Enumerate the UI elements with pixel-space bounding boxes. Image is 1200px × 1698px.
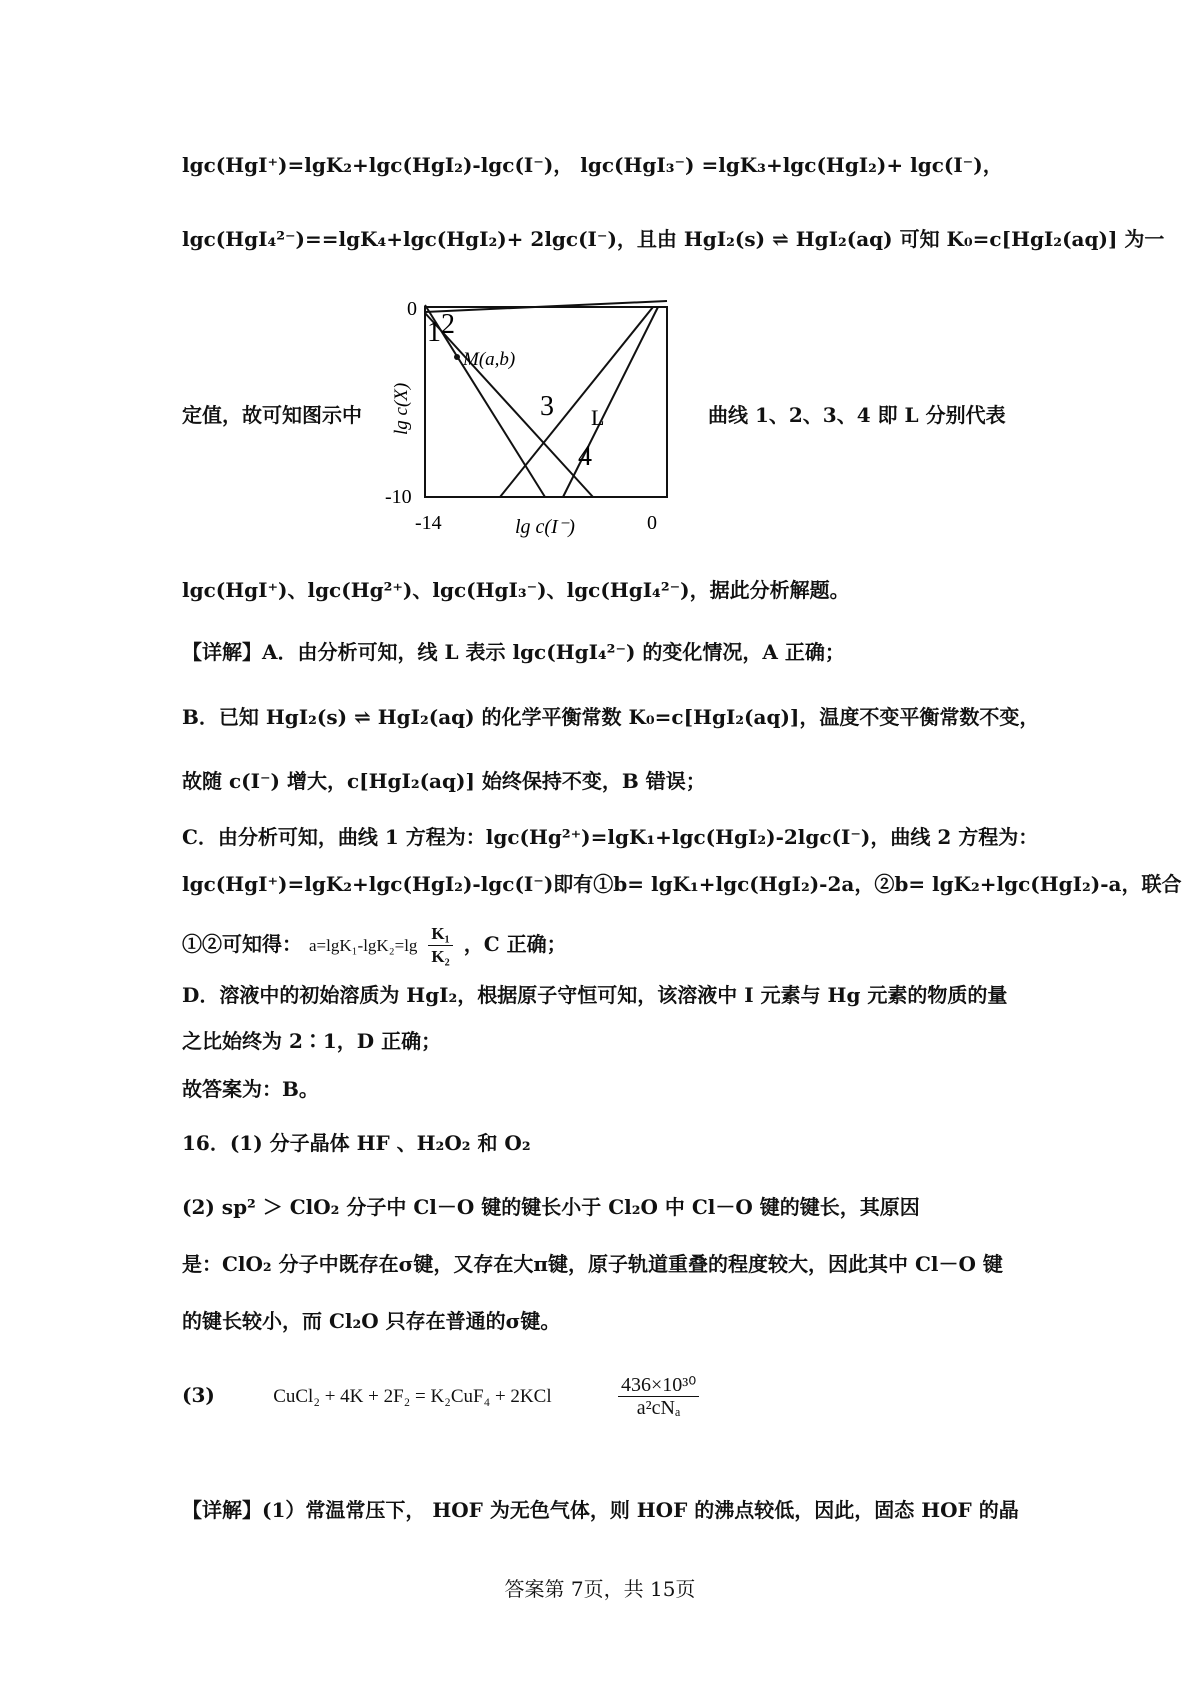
q16-part3-denominator: a²cNₐ [636,1397,681,1419]
q16-part2: (2) sp² ＞ ClO₂ 分子中 Cl－O 键的键长小于 Cl₂O 中 Cl－O 键的键长，其原因 [182,1195,920,1219]
q16-part2b: 是：ClO₂ 分子中既存在σ键，又存在大π键，原子轨道重叠的程度较大，因此其中 Cl－O 键 [182,1252,1003,1276]
answer-line: 故答案为：B。 [182,1077,319,1101]
detail-c3 [182,919,567,971]
c3-numerator: K₁ [428,923,452,946]
q16-part2c: 的键长较小，而 Cl₂O 只存在普通的σ键。 [182,1309,561,1333]
detail-c2: lgc(HgI⁺)=lgK₂+lgc(HgI₂)-lgc(I⁻)即有①b= lgK₁+lgc(HgI₂)-2a，②b= lgK₂+lgc(HgI₂)-a，联合 [182,872,1182,896]
detail-16: 【详解】(1）常温常压下， HOF 为无色气体，则 HOF 的沸点较低，因此，固态 HOF 的晶 [182,1498,1019,1522]
label-curve-l: L [591,405,605,430]
detail-a: 【详解】A．由分析可知，线 L 表示 lgc(HgI₄²⁻) 的变化情况，A 正确； [182,640,845,664]
q16-part3-label: (3) [182,1383,215,1407]
line-4: lgc(HgI⁺)、lgc(Hg²⁺)、lgc(HgI₃⁻)、lgc(HgI₄²⁻)，据此分析解题。 [182,578,850,602]
point-m [454,354,460,360]
label-curve-4: 4 [578,441,592,472]
curve-2 [425,313,593,497]
page-footer: 答案第 7页，共 15页 [504,1577,696,1601]
c3-suffix: ，C 正确； [463,932,567,956]
x-axis-label: lg c(I⁻) [515,516,575,538]
label-point-m: M(a,b) [463,349,516,370]
detail-b1: B．已知 HgI₂(s) ⇌ HgI₂(aq) 的化学平衡常数 K₀=c[HgI₂(aq)]，温度不变平衡常数不变， [182,705,1040,729]
detail-c1: C．由分析可知，曲线 1 方程为：lgc(Hg²⁺)=lgK₁+lgc(HgI₂)-2lgc(I⁻)，曲线 2 方程为： [182,825,1039,849]
q16-part1: 16．(1) 分子晶体 HF 、H₂O₂ 和 O₂ [182,1131,531,1155]
q16-part3-equation: CuCl₂ + 4K + 2F₂ = K₂CuF₄ + 2KCl [273,1386,552,1407]
y-axis-label: lg c(X) [391,382,412,435]
q16-part3-numerator: 436×10³⁰ [618,1374,699,1397]
detail-b2: 故随 c(I⁻) 增大，c[HgI₂(aq)] 始终保持不变，B 错误； [182,769,706,793]
x-tick-right: 0 [647,512,657,534]
detail-d1: D．溶液中的初始溶质为 HgI₂，根据原子守恒可知，该溶液中 I 元素与 Hg 元素的物质的量 [182,983,1008,1007]
line-3-left: 定值，故可知图示中 [182,403,362,427]
label-curve-1: 1 [427,317,441,348]
c3-equation: a=lgK₁-lgK₂=lg [308,936,418,955]
c3-prefix: ①②可知得： [182,932,302,956]
line-3-right: 曲线 1、2、3、4 即 L 分别代表 [708,403,1006,427]
line-1: lgc(HgI⁺)=lgK₂+lgc(HgI₂)-lgc(I⁻)， lgc(HgI₃⁻) =lgK₃+lgc(HgI₂)+ lgc(I⁻)， [182,153,1003,177]
label-curve-3: 3 [540,391,554,422]
y-tick-top: 0 [407,298,417,320]
detail-d2: 之比始终为 2∶1，D 正确； [182,1029,442,1053]
speciation-figure [385,295,695,545]
line-2: lgc(HgI₄²⁻)==lgK₄+lgc(HgI₂)+ 2lgc(I⁻)，且由 HgI₂(s) ⇌ HgI₂(aq) 可知 K₀=c[HgI₂(aq)] 为一 [182,227,1165,251]
label-curve-2: 2 [441,309,455,340]
q16-part3 [182,1370,703,1422]
y-tick-bottom: -10 [385,486,412,508]
c3-denominator: K₂ [431,947,450,966]
x-tick-left: -14 [415,512,442,534]
c3-fraction [428,923,452,968]
q16-part3-fraction [618,1374,699,1419]
